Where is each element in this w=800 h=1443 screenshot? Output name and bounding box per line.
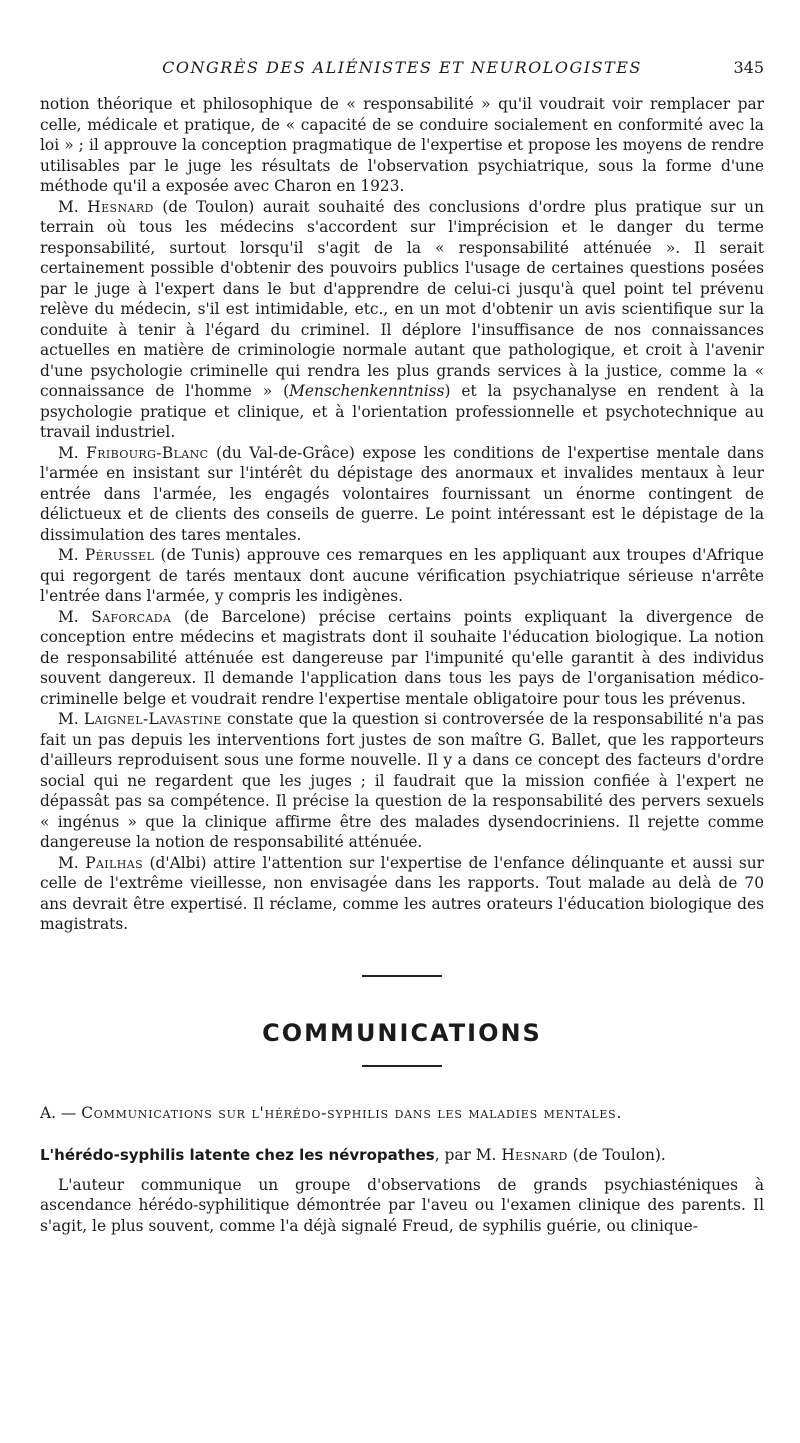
- divider-top: [362, 975, 442, 977]
- paragraph: [40, 94, 764, 197]
- page-number: 345: [733, 58, 764, 77]
- speaker-name: Pérussel: [84, 546, 155, 564]
- paragraph-text: (d'Albi) attire l'attention sur l'expertise de l'enfance délinquante et aussi sur celle de l'extrême vieillesse, non envisagée dans les rapports. Tout malade au delà de 70 ans devrait être expertisé. Il réclame, comme les autres orateurs l'éducation biologique des magistrats.: [40, 853, 764, 933]
- paper-affiliation: (de Toulon).: [567, 1145, 666, 1164]
- running-head: [40, 58, 764, 88]
- speaker-name: Hesnard: [87, 197, 154, 216]
- speaker-prefix: M.: [58, 853, 86, 872]
- section-heading: COMMUNICATIONS: [262, 1018, 542, 1047]
- subsection-title: Communications sur l'hérédo-syphilis dans les maladies mentales.: [81, 1103, 623, 1122]
- divider-bottom: [362, 1065, 442, 1067]
- paragraph-text: constate que la question si controversée de la responsabilité n'a pas fait un pas depuis les interventions fort justes de son maître G. Ballet, que les rapporteurs d'ailleurs reproduisent sous une forme nouvelle. Il y a dans ce concept des facteurs d'ordre social qui ne regardent que les juges ; il faudrait que la mission confiée à l'expert ne dépassât pas sa compétence. Il précise la question de la responsabilité des pervers sexuels « ingénus » que la clinique affirme être des malades dysendocriniens. Il rejette comme dangereuse la notion de responsabilité atténuée.: [40, 710, 765, 851]
- subsection-label: A. —: [40, 1103, 82, 1122]
- speaker-prefix: M.: [58, 443, 87, 462]
- paragraph: [40, 853, 764, 935]
- paragraph-text: (du Val-de-Grâce) expose les conditions de l'expertise mentale dans l'armée en insistant sur l'intérêt du dépistage des anormaux et invalides mentaux à leur entrée dans l'armée, les engagés volontaires fournissant un énorme contingent de délictueux et de clients des conseils de guerre. Le point intéressant est le dépistage de la dissimulation des tares mentales.: [40, 443, 764, 544]
- paper-title: L'hérédo-syphilis latente chez les névropathes: [40, 1145, 435, 1164]
- subsection-heading: [40, 1103, 764, 1123]
- running-head-title: CONGRÈS DES ALIÉNISTES ET NEUROLOGISTES: [162, 58, 642, 77]
- paragraph: L'auteur communique un groupe d'observations de grands psychiasténiques à ascendance hérédo-syphilitique démontrée par l'aveu ou l'examen clinique des parents. Il s'agit, le plus souvent, comme l'a déjà signalé Freud, de syphilis guérie, ou clinique-: [40, 1175, 764, 1235]
- speaker-name: Saforcada: [91, 607, 172, 626]
- speaker-name: Laignel-Lavastine: [83, 710, 222, 728]
- paragraph: [40, 443, 764, 546]
- discussion-text: [40, 94, 764, 935]
- speaker-prefix: M.: [58, 546, 85, 564]
- speaker-prefix: M.: [58, 197, 88, 216]
- paragraph-text: (de Toulon) aurait souhaité des conclusions d'ordre plus pratique sur un terrain où tous les médecins s'accordent sur l'imprécision et le danger du terme responsabilité, surtout lorsqu'il s'agit de la « responsabilité atténuée ». Il serait certainement possible d'obtenir des pouvoirs publics l'usage de certaines questions posées par le juge à l'expert dans le but d'apprendre de celui-ci jusqu'à quel point tel prévenu relève du médecin, s'il est intimidable, etc., en un mot d'obtenir un avis scientifique sur la conduite à tenir à l'égard du criminel. Il déplore l'insuffisance de nos connaissances actuelles en matière de criminologie normale autant que pathologique, et croit à l'avenir d'une psychologie criminelle qui rendra les plus grands services à la justice, comme la « connaissance de l'homme » (: [40, 197, 764, 400]
- paper-title-line: [40, 1145, 764, 1165]
- paragraph-text: notion théorique et philosophique de « responsabilité » qu'il voudrait voir remplacer par celle, médicale et pratique, de « capacité de se conduire socialement en conformité avec la loi » ; il approuve la conception pragmatique de l'expertise et propose les moyens de rendre utilisables par le juge les résultats de l'observation psychiatrique, sous la forme d'une méthode qu'il a exposée avec Charon en 1923.: [40, 95, 764, 195]
- paragraph-text: ) et la psychanalyse en rendent à la psychologie pratique et clinique, et à l'orientation professionnelle et psychotechnique au travail industriel.: [40, 382, 765, 441]
- speaker-name: Fribourg-Blanc: [86, 443, 209, 462]
- paragraph: [40, 607, 764, 710]
- speaker-name: Pailhas: [85, 853, 144, 872]
- document-page: [40, 58, 764, 1236]
- paragraph: [40, 545, 764, 607]
- paragraph: [40, 197, 764, 443]
- paragraph: [40, 709, 764, 853]
- speaker-prefix: M.: [58, 607, 92, 626]
- speaker-prefix: M.: [58, 710, 84, 728]
- paragraph-text: (de Tunis) approuve ces remarques en les appliquant aux troupes d'Afrique qui regorgent de tarés mentaux dont aucune vérification psychiatrique sérieuse n'arrête l'entrée dans l'armée, y compris les indigènes.: [40, 546, 765, 605]
- paragraph-text: (de Barcelone) précise certains points expliquant la divergence de conception entre médecins et magistrats dont il souhaite l'éducation biologique. La notion de responsabilité atténuée est dangereuse par l'impunité qu'elle garantit à des individus souvent dangereux. Il demande l'application dans tous les pays de l'organisation médico-criminelle belge et voudrait rendre l'expertise mentale obligatoire pour tous les prévenus.: [40, 607, 764, 708]
- italic-term: Menschenkenntniss: [289, 382, 445, 400]
- paper-author: Hesnard: [501, 1145, 568, 1164]
- paper-by: , par M.: [434, 1145, 502, 1164]
- paper-body: [40, 1175, 764, 1237]
